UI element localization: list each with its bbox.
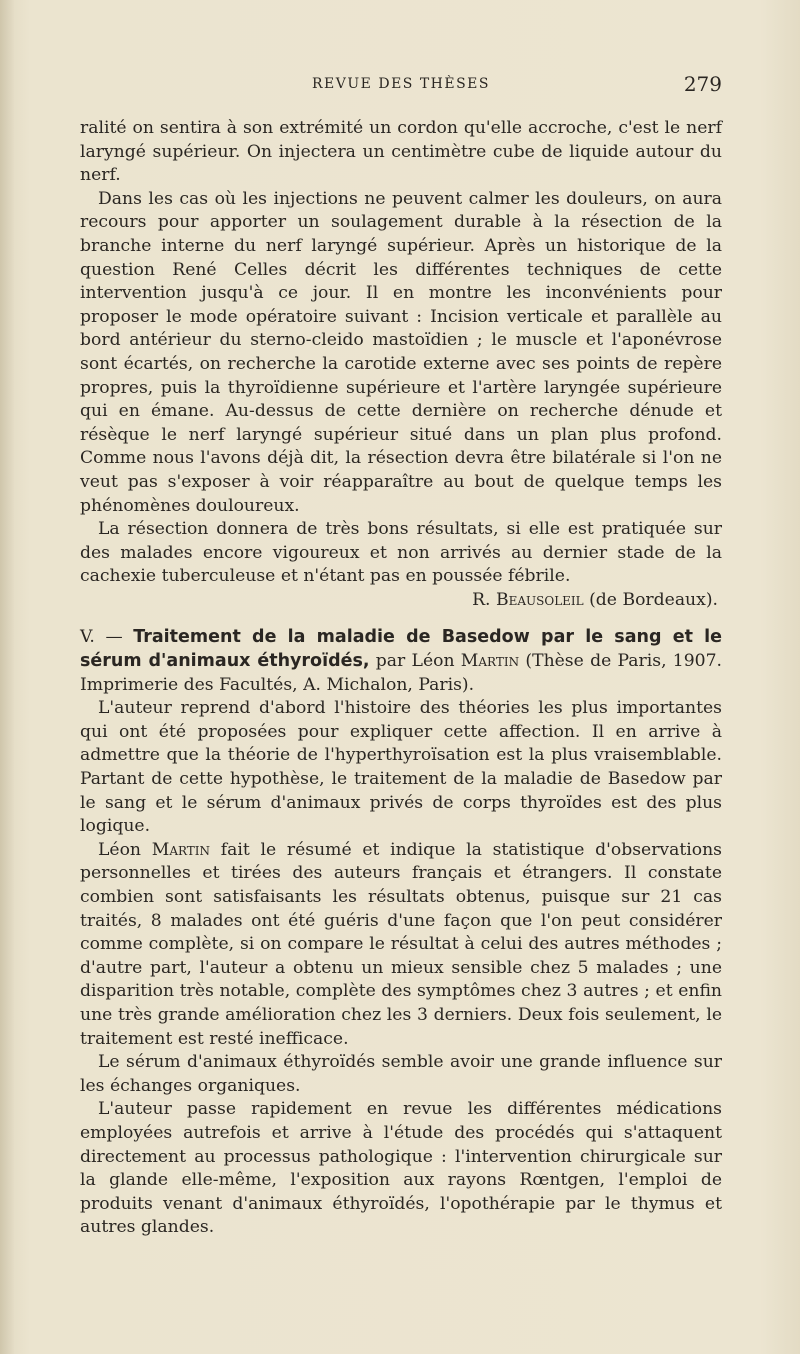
page-spine-shadow bbox=[0, 0, 14, 1354]
entry-title: Traitement de la maladie de Basedow par le sang et le sérum d'animaux éthyroïdés, bbox=[80, 627, 723, 672]
paragraph: La résection donnera de très bons résultats, si elle est pratiquée sur des malades encore vigoureux et non arrivés au dernier stade de la cachexie tuberculeuse et n'étant pas en poussée fébrile. bbox=[80, 519, 722, 587]
page-number: 279 bbox=[683, 72, 722, 96]
signature-initial: R. bbox=[472, 589, 496, 610]
paragraph: Dans les cas où les injections ne peuvent calmer les douleurs, on aura recours pour apporter un soulagement durable à la résection de la branche interne du nerf laryngé supérieur. Après un historique de la question René Celles décrit les différentes techniques de cette intervention jusqu'à ce jour. Il en montre les inconvénients pour proposer le mode opératoire suivant : Incision verticale et parallèle au bord antérieur du sterno-cleido mastoïdien ; le muscle et l'aponévrose sont écartés, on recherche la carotide externe avec ses points de repère propres, puis la thyroïdienne supérieure et l'artère laryngée supérieure qui en émane. Au-dessus de cette dernière on recherche dénude et résèque le nerf laryngé supérieur situé dans un plan plus profond. Comme nous l'avons déjà dit, la résection devra être bilatérale si l'on ne veut pas s'exposer à voir réapparaître au bout de quelque temps les phénomènes douloureux. bbox=[80, 188, 722, 516]
review-entry-heading bbox=[80, 626, 722, 697]
paragraph-start: Léon bbox=[98, 839, 152, 860]
review-signature bbox=[80, 589, 722, 613]
paragraph: L'auteur reprend d'abord l'histoire des théories les plus importantes qui ont été proposées pour expliquer cette affection. Il en arrive à admettre que la théorie de l'hyperthyroïsation est la plus vraisemblable. Partant de cette hypothèse, le traitement de la maladie de Basedow par le sang et le sérum d'animaux privés de corps thyroïdes est des plus logique. bbox=[80, 698, 722, 837]
author-name: Martin bbox=[151, 839, 211, 860]
paragraph bbox=[80, 839, 722, 1051]
entry-number: V. — bbox=[80, 627, 134, 648]
running-title: REVUE DES THÈSES bbox=[312, 76, 490, 92]
page-header bbox=[80, 72, 722, 100]
paragraph: ralité on sentira à son extrémité un cordon qu'elle accroche, c'est le nerf laryngé supérieur. On injectera un centimètre cube de liquide autour du nerf. bbox=[80, 118, 722, 186]
signature-name: Beausoleil bbox=[495, 589, 584, 610]
body-text bbox=[80, 117, 722, 1240]
paragraph-rest: fait le résumé et indique la statistique d'observations personnelles et tirées des auteurs français et étrangers. Il constate combien sont satisfaisants les résultats obtenus, puisque sur 21 cas traités, 8 malades ont été guéris d'une façon que l'on peut considérer comme complète, si on compare le résultat à celui des autres méthodes ; d'autre part, l'auteur a obtenu un mieux sensible chez 5 malades ; une disparition très notable, complète des symptômes chez 3 autres ; et enfin une très grande amélioration chez les 3 derniers. Deux fois seulement, le traitement est resté inefficace. bbox=[80, 839, 723, 1049]
paragraph: L'auteur passe rapidement en revue les différentes médications employées autrefois et arrive à l'étude des procédés qui s'attaquent directement au processus pathologique : l'intervention chirurgicale sur la glande elle-même, l'exposition aux rayons Rœntgen, l'emploi de produits venant d'animaux éthyroïdés, l'opothérapie par le thymus et autres glandes. bbox=[80, 1099, 722, 1238]
entry-by: par Léon bbox=[369, 651, 461, 672]
entry-publication: (Thèse de Paris, 1907. Imprimerie des Facultés, A. Michalon, Paris). bbox=[80, 651, 722, 695]
paragraph: Le sérum d'animaux éthyroïdés semble avoir une grande influence sur les échanges organiques. bbox=[80, 1052, 722, 1096]
entry-author: Martin bbox=[460, 651, 520, 672]
signature-place: (de Bordeaux). bbox=[583, 589, 718, 610]
